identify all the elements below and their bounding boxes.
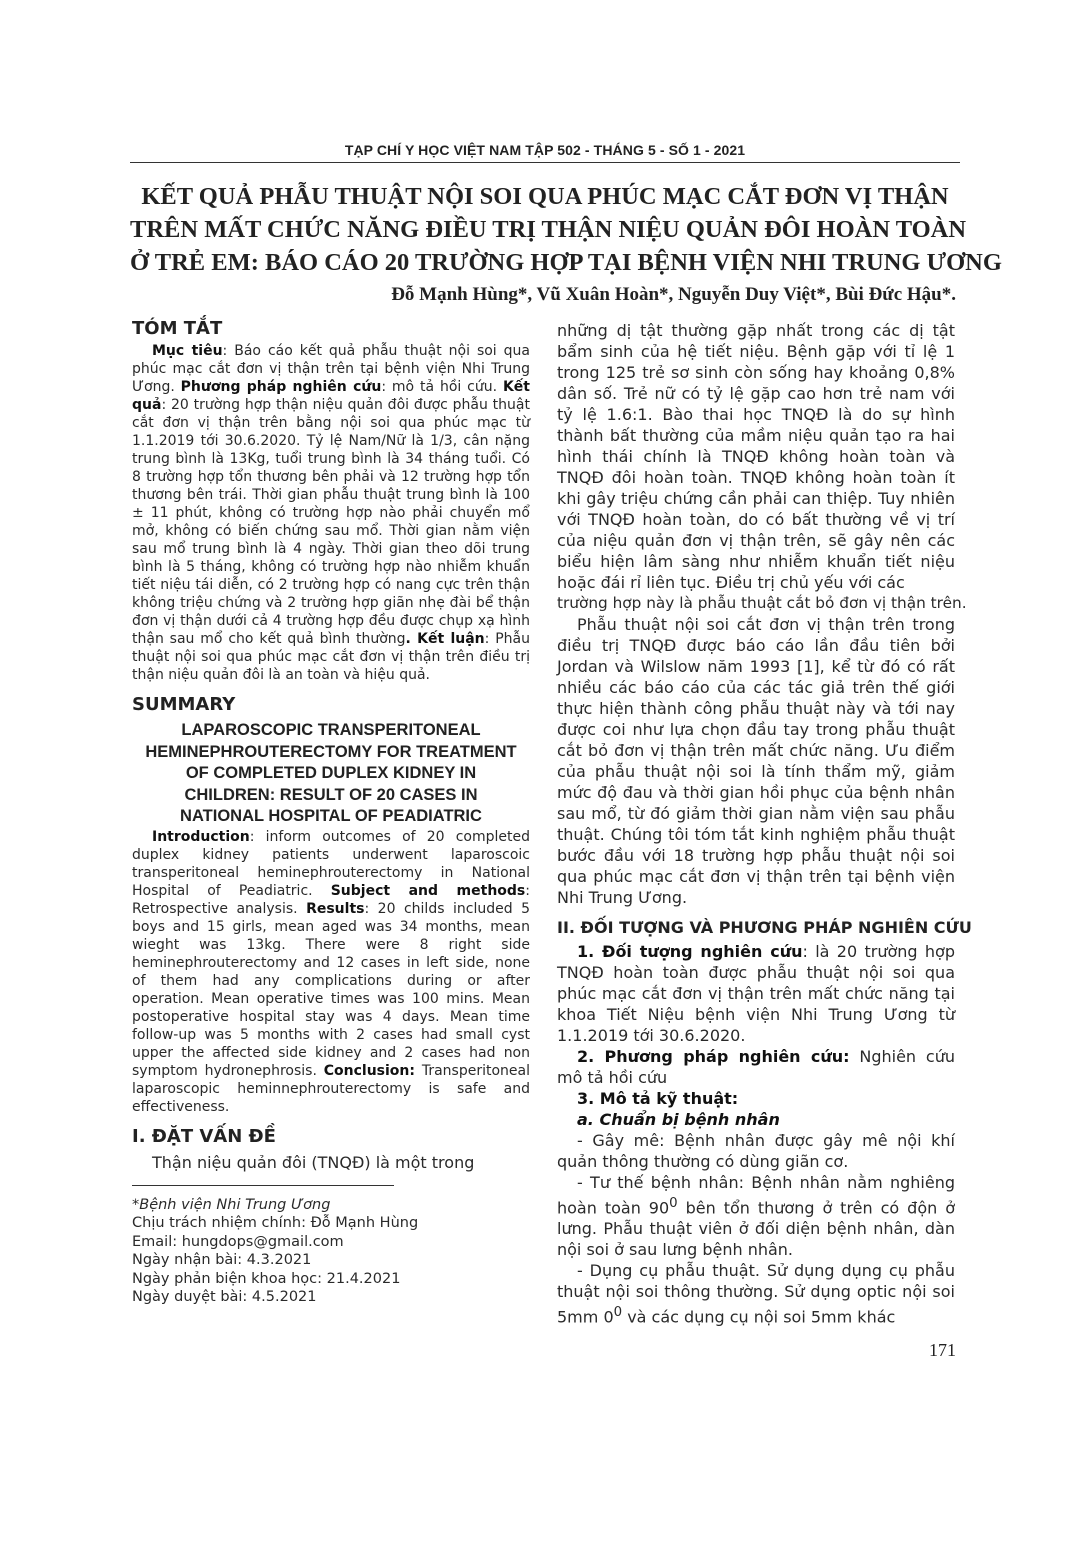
label-conclusion: Conclusion: xyxy=(323,1062,415,1079)
section-1-intro-last-line: trường hợp này là phẫu thuật cắt bỏ đơn vị thận trên. xyxy=(557,594,967,612)
summary-title-line-1: LAPAROSCOPIC TRANSPERITONEAL xyxy=(181,721,481,739)
right-column xyxy=(557,318,972,1328)
journal-header: TẠP CHÍ Y HỌC VIỆT NAM TẬP 502 - THÁNG 5 - SỐ 1 - 2021 xyxy=(344,142,746,158)
section-1-intro-start: Thận niệu quản đôi (TNQĐ) là một trong xyxy=(152,1152,475,1172)
instruments-text-continued: và các dụng cụ nội soi 5mm khác xyxy=(622,1307,896,1327)
footnote xyxy=(132,1196,530,1307)
label-methods: 2. Phương pháp nghiên cứu: xyxy=(577,1047,850,1066)
subjects-text: : là 20 trường hợp TNQĐ hoàn toàn được phẫu thuật nội soi qua phúc mạc cắt đơn vị thận trên mất chức năng tại khoa Tiết Niệu bệnh viện Nhi Trung Ương từ 1.1.2019 tới 30.6.2020. xyxy=(557,942,955,1045)
abstract-vi-results: : 20 trường hợp thận niệu quản đôi được phẫu thuật cắt đơn vị thận trên bằng nội soi qua phúc mạc từ 1.1.2019 tới 30.6.2020. Tỷ lệ Nam/Nữ là 1/3, cân nặng trung bình là 13Kg, tuổi trung bình là 34 tháng tuổi. Có 8 trường hợp tổn thương bên phải và 12 trường hợp tổn thương bên trái. Thời gian phẫu thuật trung bình là 100 ± 11 phút, không có trường hợp nào phải chuyển mổ mở, không có biến chứng sau mổ. Thời gian nằm viện sau mổ trung bình là 4 ngày. Thời gian theo dõi trung bình là 5 tháng, không có trường hợp nào nhiễm khuẩn tiết niệu tái diễn, có 2 trường hợp có nang cực trên thận không triệu chứng và 2 trường hợp giãn nhẹ đài bể thận đơn vị thận dưới cả 4 trường hợp đều được chụp xạ hình thận sau mổ cho kết quả bình thường xyxy=(132,397,530,647)
article-title xyxy=(130,180,1002,279)
page-number: 171 xyxy=(929,1340,956,1360)
subjects-paragraph xyxy=(557,941,955,1046)
instruments-text: - Dụng cụ phẫu thuật. Sử dụng dụng cụ phẫu thuật nội soi thông thường. Sử dụng optic nội soi 5mm 0 xyxy=(557,1261,955,1327)
position-text-continued: bên tổn thương ở trên có độn ở lưng. Phẫu thuật viên ở đối diện bệnh nhân, dàn nội soi ở sau lưng bệnh nhân. xyxy=(557,1198,955,1260)
methods-paragraph xyxy=(557,1046,955,1088)
summary-title-line-3: OF COMPLETED DUPLEX KIDNEY IN xyxy=(185,764,477,782)
footnote-affiliation: *Bệnh viện Nhi Trung Ương xyxy=(132,1196,331,1213)
title-line-2: TRÊN MẤT CHỨC NĂNG ĐIỀU TRỊ THẬN NIỆU QUẢN ĐÔI HOÀN TOÀN xyxy=(130,216,967,243)
section-1-heading: I. ĐẶT VẤN ĐỀ xyxy=(132,1125,276,1147)
footnote-responsible: Chịu trách nhiệm chính: Đỗ Mạnh Hùng xyxy=(132,1215,419,1231)
abstract-vi-text xyxy=(132,342,530,684)
technique-heading xyxy=(557,1088,955,1109)
position-paragraph xyxy=(557,1172,955,1260)
footnote-received-date: Ngày nhận bài: 4.3.2021 xyxy=(132,1252,312,1268)
summary-title xyxy=(132,720,530,828)
summary-text xyxy=(132,828,530,1116)
summary-title-line-5: NATIONAL HOSPITAL OF PEADIATRIC xyxy=(180,807,482,825)
section-1-intro-continued: những dị tật thường gặp nhất trong các dị tật bẩm sinh của hệ tiết niệu. Bệnh gặp với tỉ lệ 1 trong 125 trẻ sơ sinh còn sống hay khoảng 0,8% dân số. Trẻ nữ có tỷ lệ gặp cao hơn trẻ nam với tỷ lệ 1.6:1. Bào thai học TNQĐ là do sự hình thành bất thường của mầm niệu quản tạo ra hai hình thái chính là TNQĐ không hoàn toàn và TNQĐ đôi hoàn toàn. TNQĐ không hoàn toàn ít khi gây triệu chứng cần phải can thiệp. Tuy nhiên với TNQĐ hoàn toàn, do có bất thường về vị trí của niệu quản đơn vị thận trên, sẽ gây nên các biểu hiện lâm sàng như nhiễm khuẩn tiết niệu hoặc đái rỉ liên tục. Điều trị chủ yếu với các xyxy=(557,321,955,592)
anesthesia-paragraph: - Gây mê: Bệnh nhân được gây mê nội khí quản thông thường có dùng giãn cơ. xyxy=(557,1131,955,1171)
authors: Đỗ Mạnh Hùng*, Vũ Xuân Hoàn*, Nguyễn Duy Việt*, Bùi Đức Hậu*. xyxy=(391,284,956,305)
section-2-heading: II. ĐỐI TƯỢNG VÀ PHƯƠNG PHÁP NGHIÊN CỨU xyxy=(557,918,972,937)
title-line-1: KẾT QUẢ PHẪU THUẬT NỘI SOI QUA PHÚC MẠC CẮT ĐƠN VỊ THẬN xyxy=(141,183,949,210)
instruments-paragraph xyxy=(557,1260,955,1327)
label-results: Results xyxy=(306,900,365,917)
degree-superscript-1: 0 xyxy=(669,1196,678,1211)
title-line-3: Ở TRẺ EM: BÁO CÁO 20 TRƯỜNG HỢP TẠI BỆNH VIỆN NHI TRUNG ƯƠNG xyxy=(130,249,1002,276)
summary-title-line-2: HEMINEPHROUTERECTOMY FOR TREATMENT xyxy=(145,742,517,761)
footnote-accepted-date: Ngày duyệt bài: 4.5.2021 xyxy=(132,1289,317,1305)
summary-results: : 20 childs included 5 boys and 15 girls, mean aged was 34 months, mean wieght was 13kg. There were 8 right side heminephrouterectomy and 12 cases in left side, none of them had any complications during or after operation. Mean operative times was 100 mins. Mean postoperative hospital stay was 4 days. Mean time follow-up was 5 months with 2 cases had small cyst upper the affected side kidney and 2 cases had non symptom hydronephrosis. xyxy=(132,900,530,1079)
patient-prep-heading xyxy=(557,1109,955,1130)
label-subject-methods: Subject and methods xyxy=(330,882,526,899)
summary-introduction: : inform outcomes of 20 completed duplex kidney patients underwent laparoscoic transperitoneal heminephrouterectomy in National Hospital of Peadiatric. xyxy=(132,828,530,899)
label-technique: 3. Mô tả kỹ thuật: xyxy=(577,1089,739,1108)
summary-conclusion: Transperitoneal laparoscopic heminnephrouterectomy is safe and effectiveness. xyxy=(132,1062,530,1115)
abstract-vi-method: : mô tả hồi cứu. xyxy=(381,379,503,395)
footnote-email: Email: hungdops@gmail.com xyxy=(132,1233,344,1250)
label-patient-prep: a. Chuẩn bị bệnh nhân xyxy=(577,1110,780,1129)
header-rule xyxy=(130,162,960,163)
label-phuong-phap: Phương pháp nghiên cứu xyxy=(180,379,382,395)
label-ket-luan: . Kết luận xyxy=(405,631,485,647)
label-subjects: 1. Đối tượng nghiên cứu xyxy=(577,942,803,961)
label-muc-tieu: Mục tiêu xyxy=(152,343,223,359)
left-column xyxy=(132,318,530,1307)
position-text: - Tư thế bệnh nhân: Bệnh nhân nằm nghiêng hoàn toàn 90 xyxy=(557,1173,955,1218)
abstract-vi-conclusion: : Phẫu thuật nội soi qua phúc mạc cắt đơn vị thận trên điều trị thận niệu quản đôi là an toàn và hiệu quả. xyxy=(132,631,530,683)
footnote-review-date: Ngày phản biện khoa học: 21.4.2021 xyxy=(132,1270,401,1287)
summary-methods: : Retrospective analysis. xyxy=(132,882,530,917)
degree-superscript-2: 0 xyxy=(613,1305,623,1321)
label-ket-qua: Kết quả xyxy=(132,379,530,413)
abstract-vi-objective: : Báo cáo kết quả phẫu thuật nội soi qua phúc mạc cắt đơn vị thận trên tại bệnh viện Nhi Trung Ương. xyxy=(132,343,530,395)
label-introduction: Introduction xyxy=(152,828,250,845)
methods-text: Nghiên cứu mô tả hồi cứu xyxy=(557,1047,955,1087)
summary-heading: SUMMARY xyxy=(132,694,236,715)
section-1-paragraph-2: Phẫu thuật nội soi cắt đơn vị thận trên trong điều trị TNQĐ được báo cáo lần đầu tiên bởi Jordan và Wilslow năm 1993 [1], kể từ đó có rất nhiều các báo cáo của các tác giả trên thế giới thực hiện thành công phẫu thuật này và tới nay được coi như lựa chọn đầu tay trong phẫu thuật cắt bỏ đơn vị thận trên mất chức năng. Ưu điểm của phẫu thuật nội soi là tính thẩm mỹ, giảm mức độ đau và thời gian hồi phục của bệnh nhân sau mổ, từ đó giảm thời gian nằm viện sau phẫu thuật. Chúng tôi tóm tắt kinh nghiệm phẫu thuật bước đầu với 18 trường hợp phẫu thuật nội soi qua phúc mạc cắt đơn vị thận trên tại bệnh viện Nhi Trung Ương. xyxy=(557,615,955,907)
footnote-rule xyxy=(132,1185,394,1186)
abstract-vi-heading: TÓM TẮT xyxy=(132,318,223,339)
summary-title-line-4: CHILDREN: RESULT OF 20 CASES IN xyxy=(184,785,478,804)
